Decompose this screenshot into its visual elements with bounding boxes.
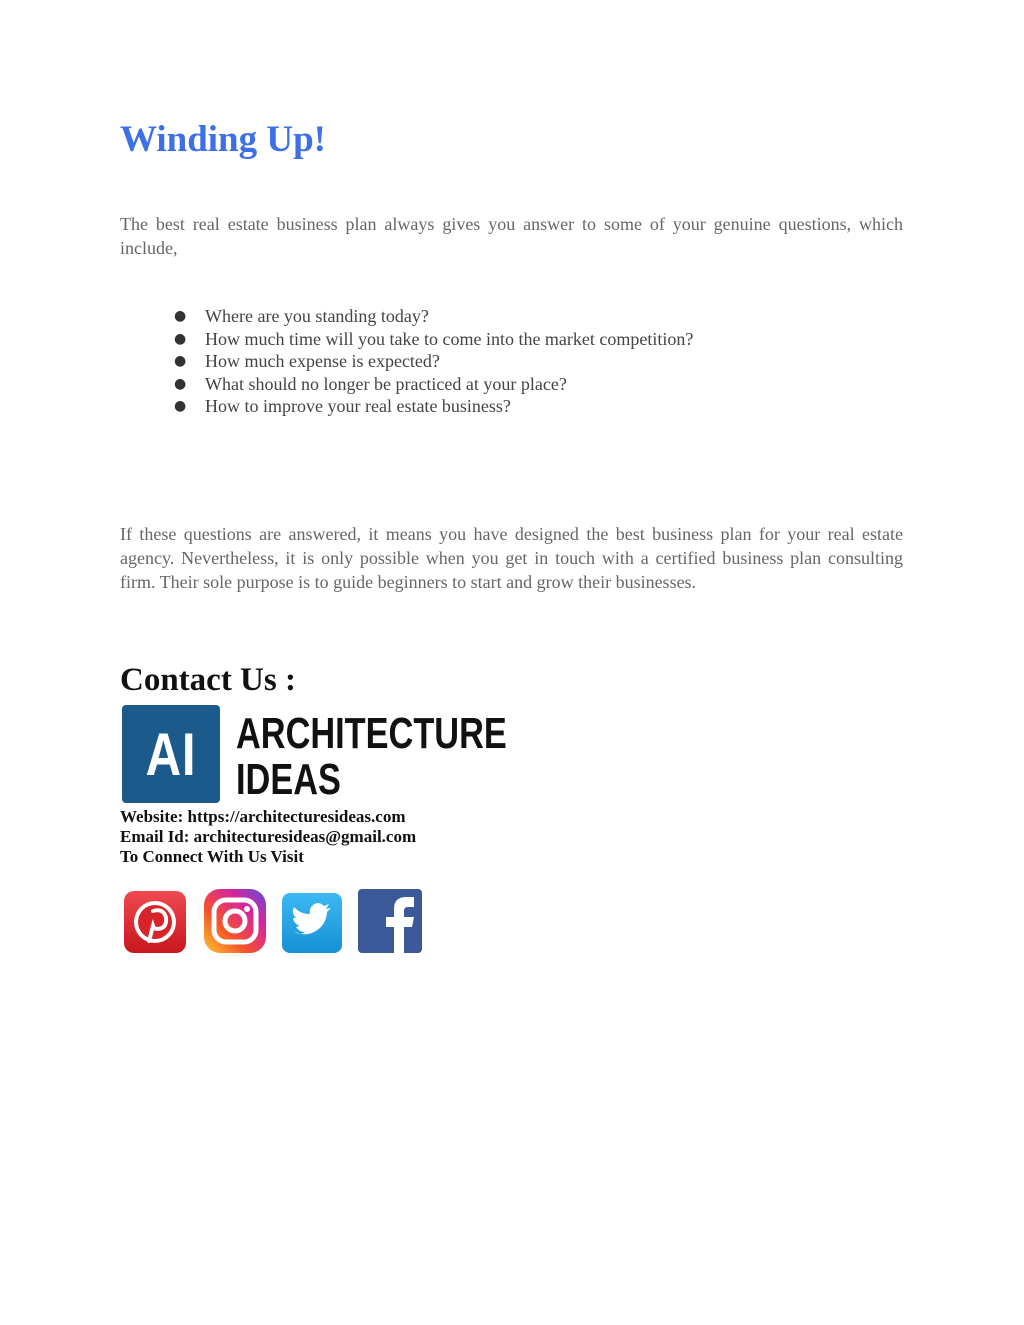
- facebook-icon[interactable]: [358, 885, 424, 955]
- logo-mark: [122, 705, 220, 803]
- bullet-icon: ●: [174, 353, 187, 369]
- bullet-icon: ●: [174, 308, 187, 324]
- bullet-icon: ●: [174, 398, 187, 414]
- logo-mark-text: AI: [145, 720, 197, 788]
- connect-label: To Connect With Us Visit: [120, 847, 304, 866]
- intro-paragraph: The best real estate business plan always gives you answer to some of your genuine questions, which include,: [120, 214, 903, 258]
- closing-paragraph: If these questions are answered, it means you have designed the best business plan for your real estate agency. Nevertheless, it is only possible when you get in touch with a certified business plan consulting firm. Their sole purpose is to guide beginners to start and grow their businesses.: [120, 524, 903, 592]
- list-item: ● What should no longer be practiced at your place?: [174, 373, 567, 394]
- question-list: [174, 305, 693, 418]
- website-link[interactable]: Website: https://architecturesideas.com: [120, 807, 406, 826]
- list-item: ● How to improve your real estate business?: [174, 396, 511, 416]
- instagram-icon[interactable]: [202, 885, 268, 955]
- logo-wordmark-line1: ARCHITECTURE: [236, 709, 507, 758]
- architecture-ideas-logo: [122, 705, 507, 805]
- logo-wordmark-line2: IDEAS: [236, 755, 341, 804]
- page-title: Winding Up!: [120, 119, 326, 160]
- social-icons: [122, 885, 432, 960]
- contact-heading: Contact Us :: [120, 662, 296, 698]
- list-item: ● How much time will you take to come into the market competition?: [174, 328, 694, 349]
- bullet-icon: ●: [174, 375, 187, 392]
- contact-details: [120, 807, 416, 867]
- email-link[interactable]: Email Id: architecturesideas@gmail.com: [120, 827, 417, 846]
- pinterest-icon[interactable]: [122, 885, 188, 955]
- twitter-icon[interactable]: [280, 885, 346, 955]
- bullet-icon: ●: [174, 330, 187, 347]
- list-item: ● How much expense is expected?: [174, 351, 440, 371]
- list-item: ● Where are you standing today?: [174, 306, 429, 326]
